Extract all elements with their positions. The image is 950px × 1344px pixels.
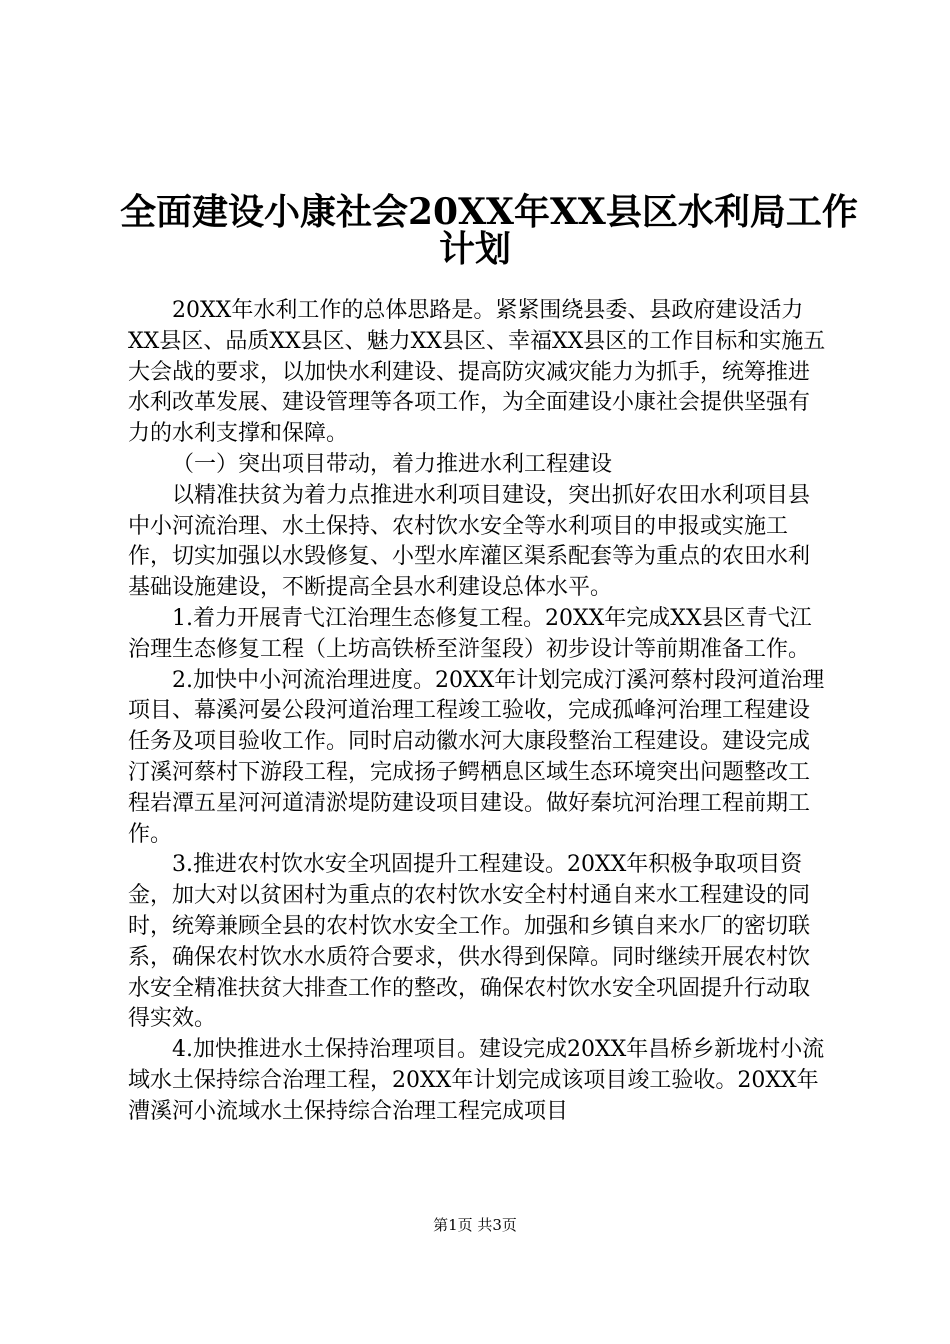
paragraph-item-4: 4.加快推进水土保持治理项目。建设完成20XX年昌桥乡新垅村小流域水土保持综合治理工程，20XX年计划完成该项目竣工验收。20XX年漕溪河小流域水土保持综合治理工程完成项目 (128, 1037, 825, 1124)
paragraph-section-1-intro: 以精准扶贫为着力点推进水利项目建设，突出抓好农田水利项目县中小河流治理、水土保持、农村饮水安全等水利项目的申报或实施工作，切实加强以水毁修复、小型水库灌区渠系配套等为重点的农田水利基础设施建设，不断提高全县水利建设总体水平。 (128, 482, 811, 601)
page-footer: 第1页 共3页 (433, 1216, 517, 1234)
paragraph-item-2: 2.加快中小河流治理进度。20XX年计划完成汀溪河蔡村段河道治理项目、幕溪河晏公段河道治理工程竣工验收，完成孤峰河治理工程建设任务及项目验收工作。同时启动徽水河大康段整治工程建设。建设完成汀溪河蔡村下游段工程，完成扬子鳄栖息区域生态环境突出问题整改工程岩潭五星河河道清淤堤防建设项目建设。做好秦坑河治理工程前期工作。 (128, 667, 825, 847)
document-title-line-2: 计划 (438, 228, 511, 270)
paragraph-item-3: 3.推进农村饮水安全巩固提升工程建设。20XX年积极争取项目资金，加大对以贫困村为重点的农村饮水安全村村通自来水工程建设的同时，统筹兼顾全县的农村饮水安全工作。加强和乡镇自来水厂的密切联系，确保农村饮水水质符合要求，供水得到保障。同时继续开展农村饮水安全精准扶贫大排查工作的整改，确保农村饮水安全巩固提升行动取得实效。 (128, 852, 811, 1032)
section-heading-1: （一）突出项目带动，着力推进水利工程建设 (172, 451, 613, 477)
paragraph-overview: 20XX年水利工作的总体思路是。紧紧围绕县委、县政府建设活力XX县区、品质XX县区、魅力XX县区、幸福XX县区的工作目标和实施五大会战的要求，以加快水利建设、提高防灾减灾能力为抓手，统筹推进水利改革发展、建设管理等各项工作，为全面建设小康社会提供坚强有力的水利支撑和保障。 (128, 298, 826, 447)
paragraph-item-1: 1.着力开展青弋江治理生态修复工程。20XX年完成XX县区青弋江治理生态修复工程（上坊高铁桥至浒玺段）初步设计等前期准备工作。 (128, 605, 812, 662)
document-title-line-1: 全面建设小康社会20XX年XX县区水利局工作 (120, 191, 858, 233)
document-body (128, 296, 828, 1128)
